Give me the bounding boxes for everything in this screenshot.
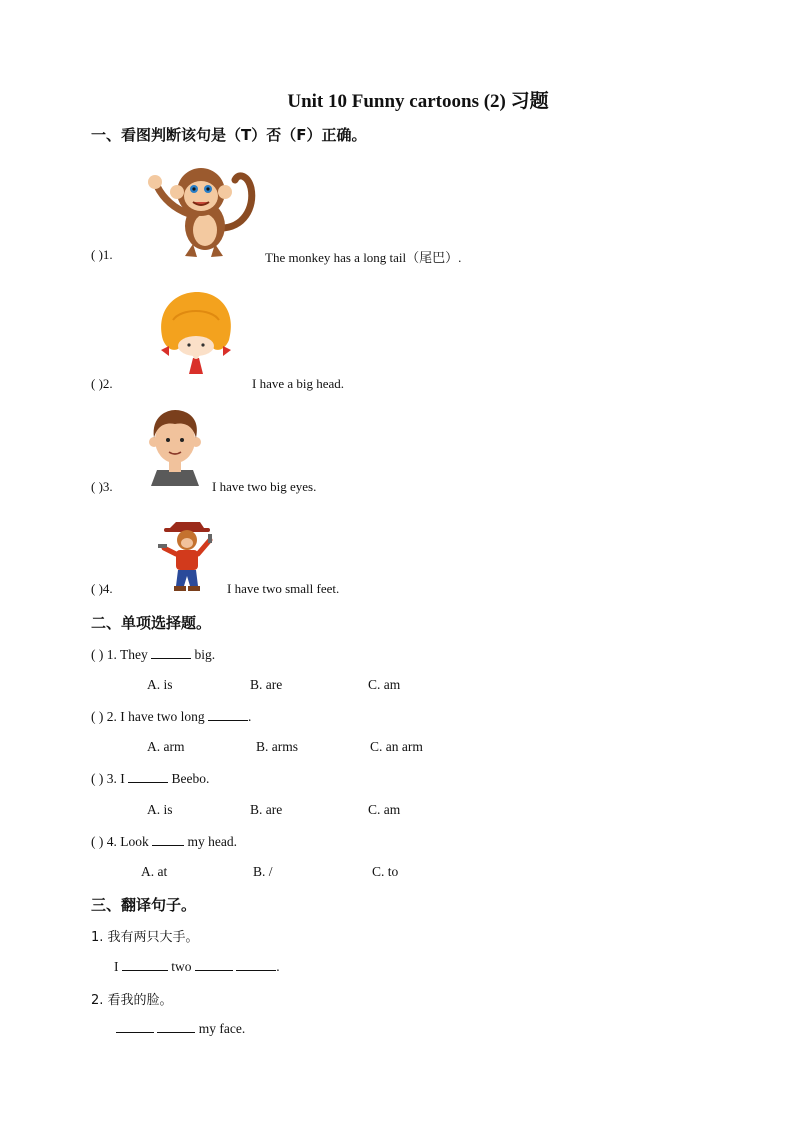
s2-q4-option-a: A. at xyxy=(141,864,168,879)
s1-item4-number: ( )4. xyxy=(91,581,113,596)
boy-icon xyxy=(145,408,205,486)
s1-item1-sentence: The monkey has a long tail（尾巴）. xyxy=(265,250,462,265)
monkey-icon xyxy=(143,158,263,260)
page-title: Unit 10 Funny cartoons (2) 习题 xyxy=(287,91,549,112)
answer-blank xyxy=(195,958,233,971)
s2-q3-option-c: C. am xyxy=(368,802,401,817)
answer-blank xyxy=(236,958,276,971)
s1-item4-sentence: I have two small feet. xyxy=(227,581,340,596)
s2-q3-option-a: A. is xyxy=(147,802,173,817)
girl-head-icon xyxy=(155,290,237,380)
section3-heading: 三、翻译句子。 xyxy=(91,896,197,914)
answer-blank xyxy=(128,770,168,783)
s2-q3-option-b: B. are xyxy=(250,802,283,817)
s1-item3-sentence: I have two big eyes. xyxy=(212,479,317,494)
s2-q2-stem: ( ) 2. I have two long . xyxy=(91,709,252,724)
s2-q1-stem: ( ) 1. They big. xyxy=(91,647,216,662)
s2-q4-option-c: C. to xyxy=(372,864,399,879)
s3-item2-answer: my face. xyxy=(116,1020,245,1037)
answer-blank xyxy=(116,1020,154,1033)
s1-item2-number: ( )2. xyxy=(91,376,113,391)
s1-item1-number: ( )1. xyxy=(91,247,113,262)
s3-item1-answer: I two . xyxy=(114,959,280,974)
s2-q2-option-c: C. an arm xyxy=(370,739,423,754)
s2-q1-option-b: B. are xyxy=(250,677,283,692)
s2-q1-option-c: C. am xyxy=(368,677,401,692)
s2-q4-option-b: B. / xyxy=(253,864,273,879)
s2-q2-option-b: B. arms xyxy=(256,739,298,754)
s2-q4-stem: ( ) 4. Look my head. xyxy=(91,834,237,849)
cowboy-monkey-icon xyxy=(156,514,218,592)
answer-blank xyxy=(157,1020,195,1033)
section1-heading: 一、看图判断该句是（T）否（F）正确。 xyxy=(91,126,367,144)
answer-blank xyxy=(151,646,191,659)
s1-item3-number: ( )3. xyxy=(91,479,113,494)
answer-blank xyxy=(122,958,168,971)
s2-q3-stem: ( ) 3. I Beebo. xyxy=(91,771,210,786)
s1-item2-sentence: I have a big head. xyxy=(252,376,345,391)
section2-heading: 二、单项选择题。 xyxy=(91,614,212,632)
s3-item1-prompt: 1. 我有两只大手。 xyxy=(91,930,199,945)
s2-q1-option-a: A. is xyxy=(147,677,173,692)
s3-item2-prompt: 2. 看我的脸。 xyxy=(91,993,173,1008)
s2-q2-option-a: A. arm xyxy=(147,739,185,754)
answer-blank xyxy=(208,708,248,721)
answer-blank xyxy=(152,833,184,846)
